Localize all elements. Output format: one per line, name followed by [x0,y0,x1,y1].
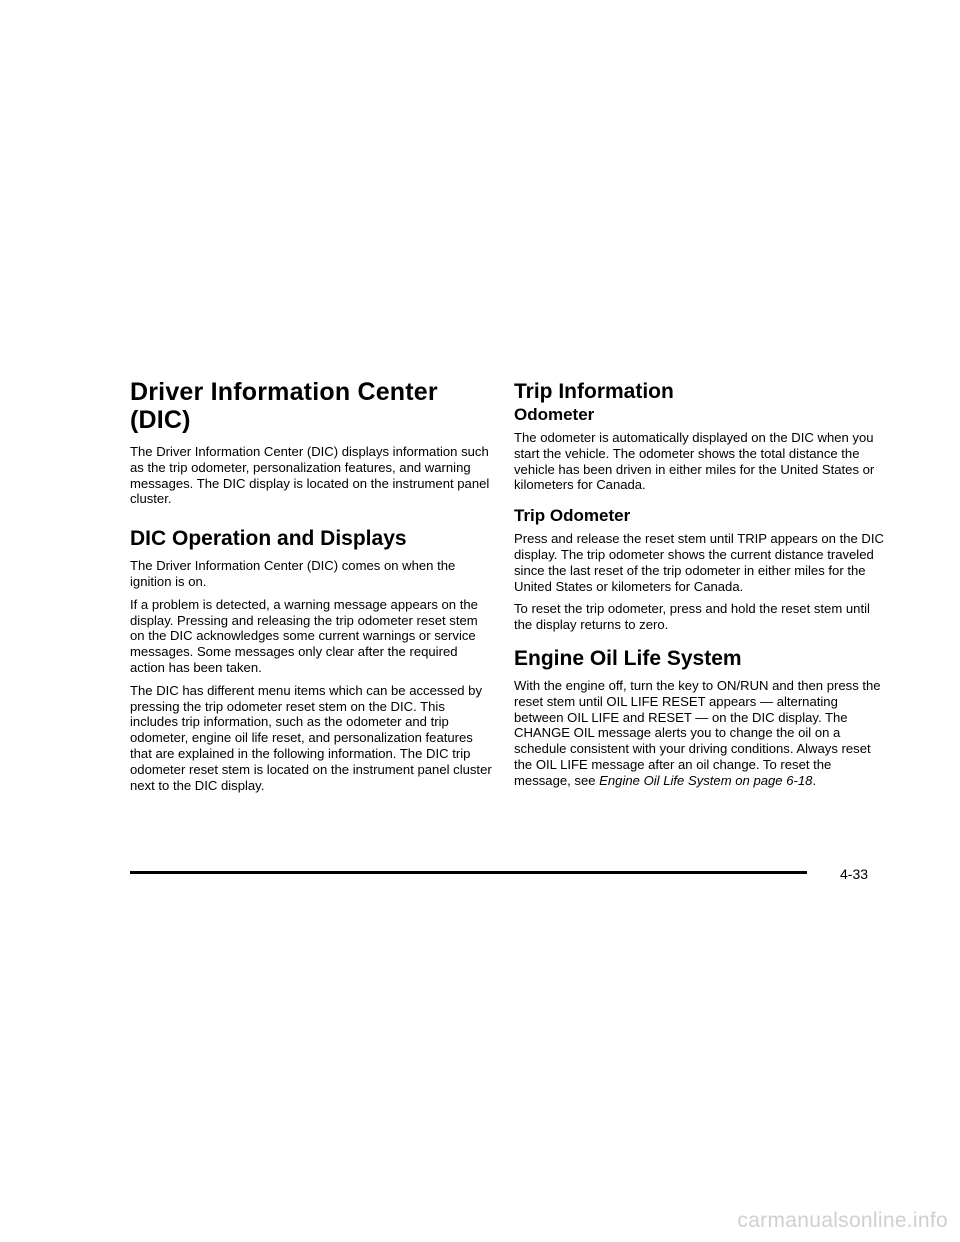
section-heading-trip-information: Trip Information [514,380,674,403]
paragraph [514,678,884,789]
footer-rule [130,871,807,874]
subheading-odometer: Odometer [514,405,595,424]
cross-reference-link[interactable]: Engine Oil Life System on page 6-18 [599,772,813,788]
intro-paragraph: The Driver Information Center (DIC) displays information such as the trip odometer, personalization features, and warning messages. The DIC display is located on the instrument panel cluster. [130,444,490,507]
subheading-trip-odometer: Trip Odometer [514,506,631,526]
oil-text: With the engine off, turn the key to ON/RUN and then press the reset stem until OIL LIFE RESET appears — alternating between OIL LIFE and RESET — on the DIC display. The CHANGE OIL message alerts you to change the oil on a schedule consistent with your driving conditions. Always reset the OIL LIFE message after an oil change. To reset the message, see [514,677,881,788]
watermark[interactable]: carmanualsonline.info [737,1209,948,1232]
paragraph: The Driver Information Center (DIC) comes on when the ignition is on. [130,558,456,589]
left-column [130,378,492,800]
page-title: Driver Information Center (DIC) [130,378,438,434]
right-column [514,380,884,796]
oil-text-end: . [812,772,817,788]
section-heading-dic-operation: DIC Operation and Displays [130,527,407,551]
paragraph: If a problem is detected, a warning message appears on the display. Pressing and releasing the trip odometer reset stem on the DIC acknowledges some current warnings or service messages. Some messages only clear after the required action has been taken. [130,596,478,675]
paragraph: The odometer is automatically displayed on the DIC when you start the vehicle. The odometer shows the total distance the vehicle has been driven in either miles for the United States or kilometers for Canada. [514,430,875,493]
paragraph: The DIC has different menu items which can be accessed by pressing the trip odometer reset stem on the DIC. This includes trip information, such as the odometer and trip odometer, engine oil life reset, and personalization features that are explained in the following information. The DIC trip odometer reset stem is located on the instrument panel cluster next to the DIC display. [130,682,492,793]
paragraph: Press and release the reset stem until TRIP appears on the DIC display. The trip odometer shows the current distance traveled since the last reset of the trip odometer in either miles for the United States or kilometers for Canada. [514,531,884,594]
page-number: 4-33 [840,866,869,882]
paragraph: To reset the trip odometer, press and hold the reset stem until the display returns to zero. [514,601,870,633]
section-heading-engine-oil-life: Engine Oil Life System [514,646,742,670]
